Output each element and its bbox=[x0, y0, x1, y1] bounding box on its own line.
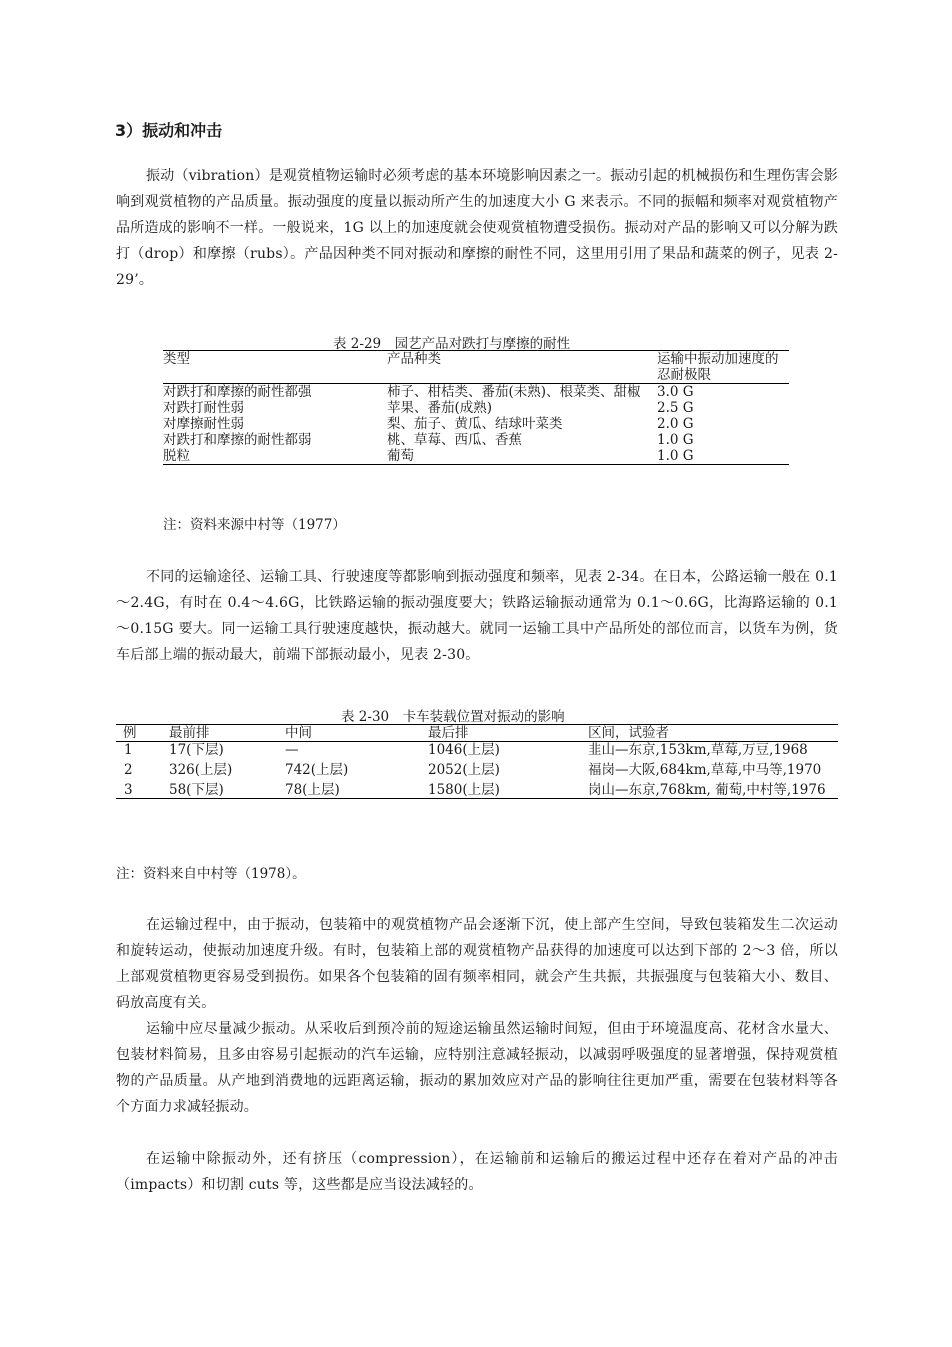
table-2-30 bbox=[116, 724, 838, 799]
table-cell: 1.0 G bbox=[657, 432, 694, 448]
table-cell: 韭山—东京,153km,草莓,万豆,1968 bbox=[588, 742, 808, 758]
table-cell: 对跌打和摩擦的耐性都强 bbox=[163, 384, 312, 400]
table-cell: 1046(上层) bbox=[428, 742, 500, 758]
table-header-row bbox=[163, 351, 789, 384]
table-cell: 岗山—东京,768km, 葡萄,中村等,1976 bbox=[588, 782, 826, 798]
table-row bbox=[163, 432, 789, 448]
paragraph-compression-impacts: 在运输中除振动外，还有挤压（compression），在运输前和运输后的搬运过程中还存在着对产品的冲击（impacts）和切割 cuts 等，这些都是应当设法减轻的。 bbox=[116, 1151, 838, 1193]
table-cell: 2 bbox=[124, 762, 133, 778]
table-row bbox=[163, 448, 789, 465]
table-cell: 桃、草莓、西瓜、香蕉 bbox=[387, 432, 522, 448]
table-cell: 2.0 G bbox=[657, 416, 694, 432]
table-cell: 苹果、番茄(成熟) bbox=[387, 400, 493, 416]
column-header-limit: 运输中振动加速度的忍耐极限 bbox=[657, 351, 789, 384]
column-header-rear: 最后排 bbox=[428, 725, 588, 742]
table-cell: 脱粒 bbox=[163, 448, 190, 464]
table-cell: 58(下层) bbox=[169, 782, 224, 798]
column-header-example: 例 bbox=[116, 725, 169, 742]
table-cell: 梨、茄子、黄瓜、结球叶菜类 bbox=[387, 416, 563, 432]
table-cell: 2052(上层) bbox=[428, 762, 500, 778]
table-cell: 2.5 G bbox=[657, 400, 694, 416]
table-cell: 对跌打和摩擦的耐性都弱 bbox=[163, 432, 312, 448]
table-cell: 78(上层) bbox=[285, 782, 340, 798]
table-row bbox=[163, 400, 789, 416]
table-2-29-caption: 表 2-29 园艺产品对跌打与摩擦的耐性 bbox=[333, 336, 571, 352]
paragraph-transport-routes: 不同的运输途径、运输工具、行驶速度等都影响到振动强度和频率，见表 2-34。在日本，公路运输一般在 0.1～2.4G，有时在 0.4～4.6G，比铁路运输的振动强度要大；铁路运输振动通常为 0.1～0.6G，比海路运输的 0.1～0.15G 要大。同一运输工具行驶速度越快，振动越大。就同一运输工具中产品所处的部位而言，以货车为例，货车后部上端的振动最大，前端下部振动最小，见表 2-30。 bbox=[116, 569, 838, 663]
paragraph-reduce-vibration: 运输中应尽量减少振动。从采收后到预冷前的短途运输虽然运输时间短，但由于环境温度高、花材含水量大、包装材料简易，且多由容易引起振动的汽车运输，应特别注意减轻振动，以减弱呼吸强度的显著增强，保持观赏植物的产品质量。从产地到消费地的远距离运输，振动的累加效应对产品的影响往往更加严重，需要在包装材料等各个方面力求减轻振动。 bbox=[116, 1021, 838, 1115]
table-2-30-caption: 表 2-30 卡车装载位置对振动的影响 bbox=[341, 709, 565, 725]
table-row bbox=[116, 742, 838, 759]
column-header-middle: 中间 bbox=[285, 725, 428, 742]
table-cell: 326(上层) bbox=[169, 762, 233, 778]
table-cell: 1580(上层) bbox=[428, 782, 500, 798]
table-cell: 柿子、柑桔类、番茄(未熟)、根菜类、甜椒 bbox=[387, 384, 641, 400]
table-cell: 3 bbox=[124, 782, 133, 798]
column-header-front: 最前排 bbox=[169, 725, 285, 742]
table-2-29-note: 注：资料来源中村等（1977） bbox=[163, 517, 346, 533]
table-cell: — bbox=[285, 742, 299, 758]
table-2-29 bbox=[163, 350, 789, 465]
table-cell: 1 bbox=[124, 742, 133, 758]
table-cell: 3.0 G bbox=[657, 384, 694, 400]
table-row bbox=[163, 416, 789, 432]
table-cell: 742(上层) bbox=[285, 762, 349, 778]
table-row bbox=[116, 758, 838, 778]
table-cell: 对跌打耐性弱 bbox=[163, 400, 244, 416]
table-header-row bbox=[116, 725, 838, 742]
table-cell: 1.0 G bbox=[657, 448, 694, 464]
table-row bbox=[163, 384, 789, 401]
column-header-route: 区间，试验者 bbox=[588, 725, 838, 742]
section-title: 3）振动和冲击 bbox=[115, 121, 223, 140]
column-header-type: 类型 bbox=[163, 351, 387, 384]
table-row bbox=[116, 778, 838, 799]
table-cell: 葡萄 bbox=[387, 448, 414, 464]
paragraph-packing-movement: 在运输过程中，由于振动，包装箱中的观赏植物产品会逐渐下沉，使上部产生空间，导致包装箱发生二次运动和旋转运动，使振动加速度升级。有时，包装箱上部的观赏植物产品获得的加速度可以达到下部的 2～3 倍，所以上部观赏植物更容易受到损伤。如果各个包装箱的固有频率相同，就会产生共振，共振强度与包装箱大小、数目、码放高度有关。 bbox=[116, 917, 838, 1011]
table-2-30-note: 注：资料来自中村等（1978）。 bbox=[116, 866, 306, 882]
table-cell: 福岗—大阪,684km,草莓,中马等,1970 bbox=[588, 762, 822, 778]
paragraph-vibration-intro: 振动（vibration）是观赏植物运输时必须考虑的基本环境影响因素之一。振动引起的机械损伤和生理伤害会影响到观赏植物的产品质量。振动强度的度量以振动所产生的加速度大小 G 来表示。不同的振幅和频率对观赏植物产品所造成的影响不一样。一般说来，1G 以上的加速度就会使观赏植物遭受损伤。振动对产品的影响又可以分解为跌打（drop）和摩擦（rubs）。产品因种类不同对振动和摩擦的耐性不同，这里用引用了果品和蔬菜的例子，见表 2-29’。 bbox=[116, 168, 838, 288]
table-cell: 对摩擦耐性弱 bbox=[163, 416, 244, 432]
column-header-products: 产品种类 bbox=[387, 351, 657, 384]
table-cell: 17(下层) bbox=[169, 742, 224, 758]
